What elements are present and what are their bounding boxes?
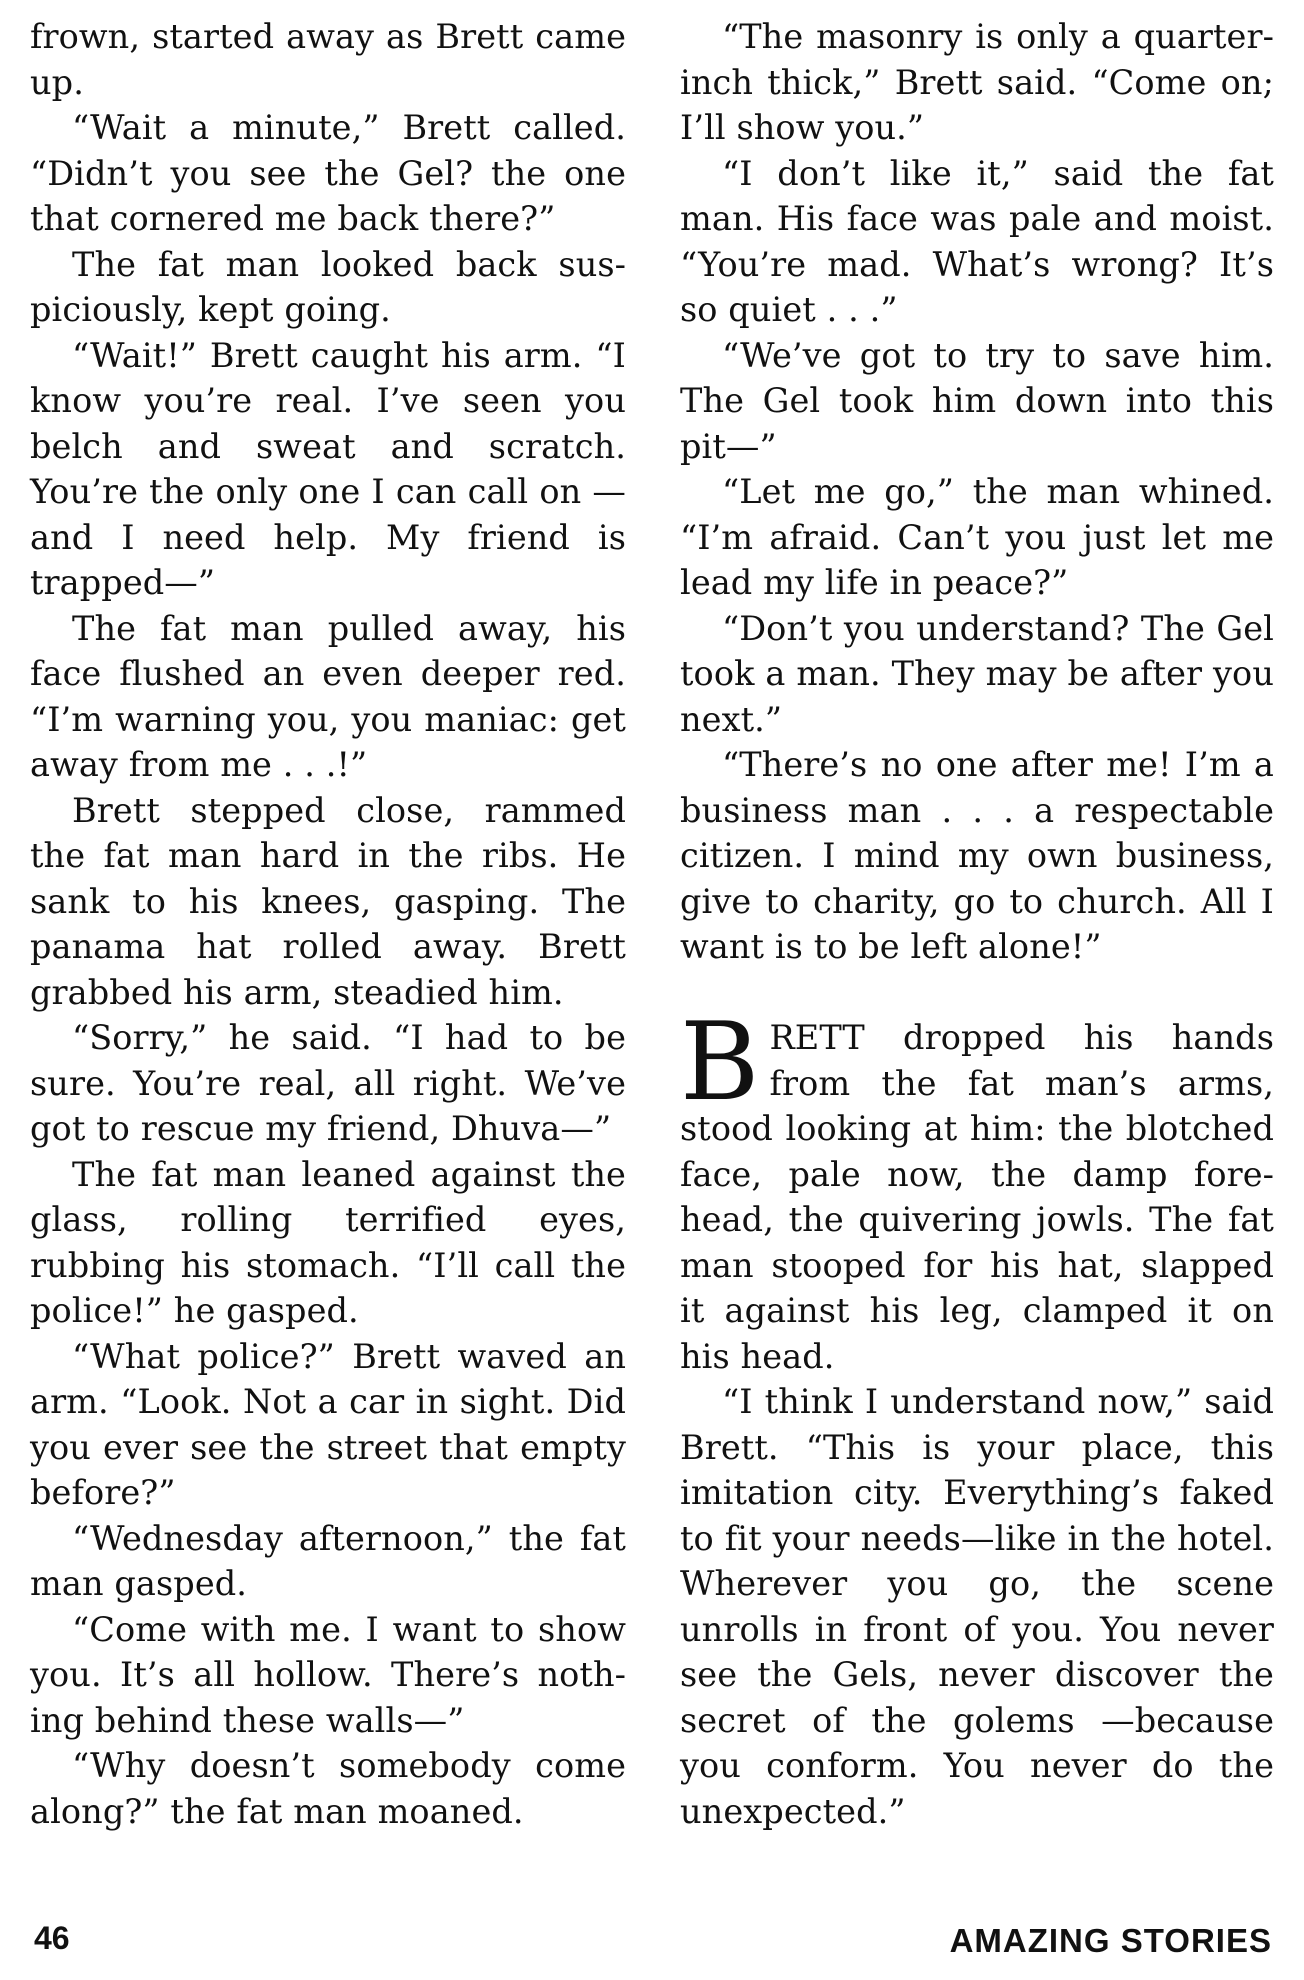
paragraph: “I think I understand now,” said Brett. “This is your place, this imitation city. Everything’s faked to fit your needs—like in the hotel. Wherever you go, the scene unrolls in front of you. You never see the Gels, never discover the secret of the golems —because you conform. You never do the unexpected.” [680, 1382, 1274, 1831]
paragraph: The fat man looked back suspiciously, kept going. [30, 244, 626, 329]
paragraph: “The masonry is only a quarter-inch thick,” Brett said. “Come on; I’ll show you.” [680, 17, 1274, 147]
paragraph: The fat man pulled away, his face flushed an even deeper red. “I’m warning you, you maniac: get away from me . . .!” [30, 608, 626, 784]
paragraph: “There’s no one after me! I’m a business man . . . a respectable citizen. I mind my own business, give to charity, go to church. All I want is to be left alone!” [680, 745, 1274, 966]
section-opening-text: RETT dropped his hands from the fat man’s arms, stood looking at him: the blotched face, pale now, the damp forehead, the quivering jowls. The fat man stooped for his hat, slapped it against his leg, clamped it on his head. [680, 1018, 1274, 1376]
magazine-title-footer: AMAZING STORIES [949, 1922, 1272, 1959]
paragraph: “What police?” Brett waved an arm. “Look. Not a car in sight. Did you ever see the street that empty before?” [30, 1336, 626, 1512]
paragraph: Brett stepped close, rammed the fat man hard in the ribs. He sank to his knees, gasping. The panama hat rolled away. Brett grabbed his arm, steadied him. [30, 790, 626, 1012]
paragraph: The fat man leaned against the glass, rolling terrified eyes, rubbing his stomach. “I’ll call the police!” he gasped. [30, 1154, 626, 1330]
paragraph: “Wait a minute,” Brett called. “Didn’t you see the Gel? the one that cornered me back there?” [30, 108, 626, 238]
paragraph: “Wednesday afternoon,” the fat man gasped. [30, 1518, 626, 1603]
paragraph: “I don’t like it,” said the fat man. His face was pale and moist. “You’re mad. What’s wrong? It’s so quiet . . .” [680, 153, 1274, 329]
page-number: 46 [34, 1920, 70, 1956]
paragraph: “We’ve got to try to save him. The Gel took him down into this pit—” [680, 335, 1274, 466]
paragraph: frown, started away as Brett came up. [30, 17, 626, 102]
paragraph: “Sorry,” he said. “I had to be sure. You’re real, all right. We’ve got to rescue my friend, Dhuva—” [30, 1018, 626, 1148]
right-column [680, 14, 1274, 1834]
paragraph: “Wait!” Brett caught his arm. “I know you’re real. I’ve seen you belch and sweat and scratch. You’re the only one I can call on —and I need help. My friend is trapped—” [30, 335, 626, 602]
paragraph: “Come with me. I want to show you. It’s all hollow. There’s nothing behind these walls—” [30, 1609, 626, 1740]
paragraph: “Why doesn’t somebody come along?” the fat man moaned. [30, 1746, 626, 1831]
paragraph: “Don’t you understand? The Gel took a man. They may be after you next.” [680, 608, 1274, 739]
drop-cap-letter: B [680, 1000, 760, 1125]
section-opening-paragraph [680, 1000, 1274, 1379]
left-column [30, 14, 626, 1834]
paragraph: “Let me go,” the man whined. “I’m afraid. Can’t you just let me lead my life in peace?” [680, 472, 1274, 602]
